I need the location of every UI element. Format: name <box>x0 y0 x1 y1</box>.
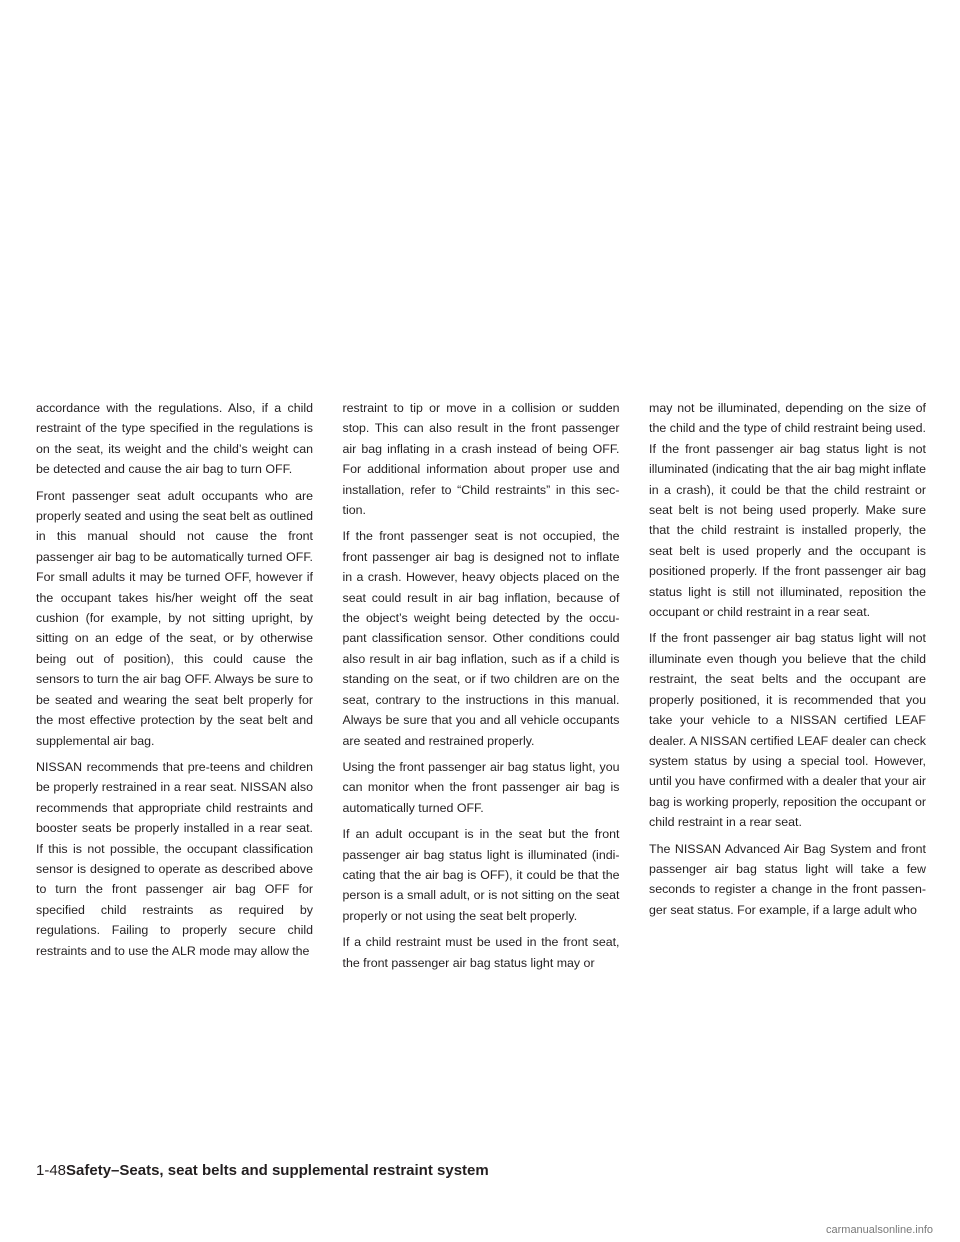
section-title: Safety–Seats, seat belts and supplemental restraint system <box>66 1162 489 1179</box>
column-middle <box>343 398 620 979</box>
paragraph: restraint to tip or move in a collision or sudden stop. This can also result in the front passenger air bag inflating in a crash instead of being OFF. For additional information about proper use and installation, refer to “Child restraints” in this section. <box>342 401 620 518</box>
paragraph: If an adult occupant is in the seat but the front passenger air bag status light is illuminated (indicating that the air bag is OFF), it could be that the person is a small adult, or is not sitting on the seat properly or not using the seat belt properly. <box>342 827 620 923</box>
column-right <box>649 398 926 979</box>
page-footer <box>36 1162 489 1179</box>
paragraph: Front passenger seat adult occupants who are properly seated and using the seat belt as outlined in this manual should not cause the front passenger air bag to be automatically turned OFF. For small adults it may be turned OFF, however if the occupant takes his/her weight off the seat cushion (for example, by not sitting upright, by sitting on an edge of the seat, or by otherwise being out of position), this could cause the sensors to turn the air bag OFF. Always be sure to be seated and wearing the seat belt properly for the most effective protection by the seat belt and supplemental air bag. <box>36 488 313 748</box>
paragraph: The NISSAN Advanced Air Bag System and front passenger air bag status light will take a few seconds to register a change in the front passenger seat status. For example, if a large adult who <box>649 841 926 917</box>
watermark: carmanualsonline.info <box>826 1224 934 1236</box>
paragraph: NISSAN recommends that pre-teens and children be properly restrained in a rear seat. NISSAN also recommends that appropriate child restraints and booster seats be properly installed in a rear seat. If this is not possible, the occupant classification sensor is designed to operate as described above to turn the front passenger air bag OFF for specified child restraints as required by regulations. Failing to properly secure child restraints and to use the ALR mode may allow the <box>36 759 313 958</box>
paragraph: accordance with the regulations. Also, if a child restraint of the type specified in the regulations is on the seat, its weight and the child’s weight can be detected and cause the air bag to turn OFF. <box>36 401 313 477</box>
text-columns <box>36 398 926 979</box>
paragraph: If the front passenger seat is not occupied, the front passenger air bag is designed not to inflate in a crash. However, heavy objects placed on the seat could result in air bag inflation, because of the object’s weight being detected by the occupant classification sensor. Other conditions could also result in air bag inflation, such as if a child is standing on the seat, or if two children are on the seat, contrary to the instructions in this manual. Always be sure that you and all vehicle occupants are seated and restrained properly. <box>342 529 620 748</box>
paragraph: If a child restraint must be used in the front seat, the front passenger air bag status light may or <box>342 935 620 970</box>
paragraph: may not be illuminated, depending on the size of the child and the type of child restraint being used. If the front passenger air bag status light is not illuminated (indicating that the air bag might inflate in a crash), it could be that the child restraint or seat belt is not being used properly. Make sure that the child restraint is installed properly, the seat belt is used properly and the occupant is positioned properly. If the front passenger air bag status light is still not illuminated, reposition the occupant or child restraint in a rear seat. <box>649 401 926 620</box>
paragraph: If the front passenger air bag status light will not illuminate even though you believe that the child restraint, the seat belts and the occupant are properly positioned, it is recommended that you take your vehicle to a NISSAN certified LEAF dealer. A NISSAN certified LEAF dealer can check system status by using a special tool. However, until you have confirmed with a dealer that your air bag is working properly, reposition the occupant or child restraint in a rear seat. <box>649 631 926 830</box>
paragraph: Using the front passenger air bag status light, you can monitor when the front passenger air bag is automatically turned OFF. <box>342 759 620 815</box>
page-number: 1-48 <box>36 1162 67 1179</box>
column-left <box>36 398 313 979</box>
